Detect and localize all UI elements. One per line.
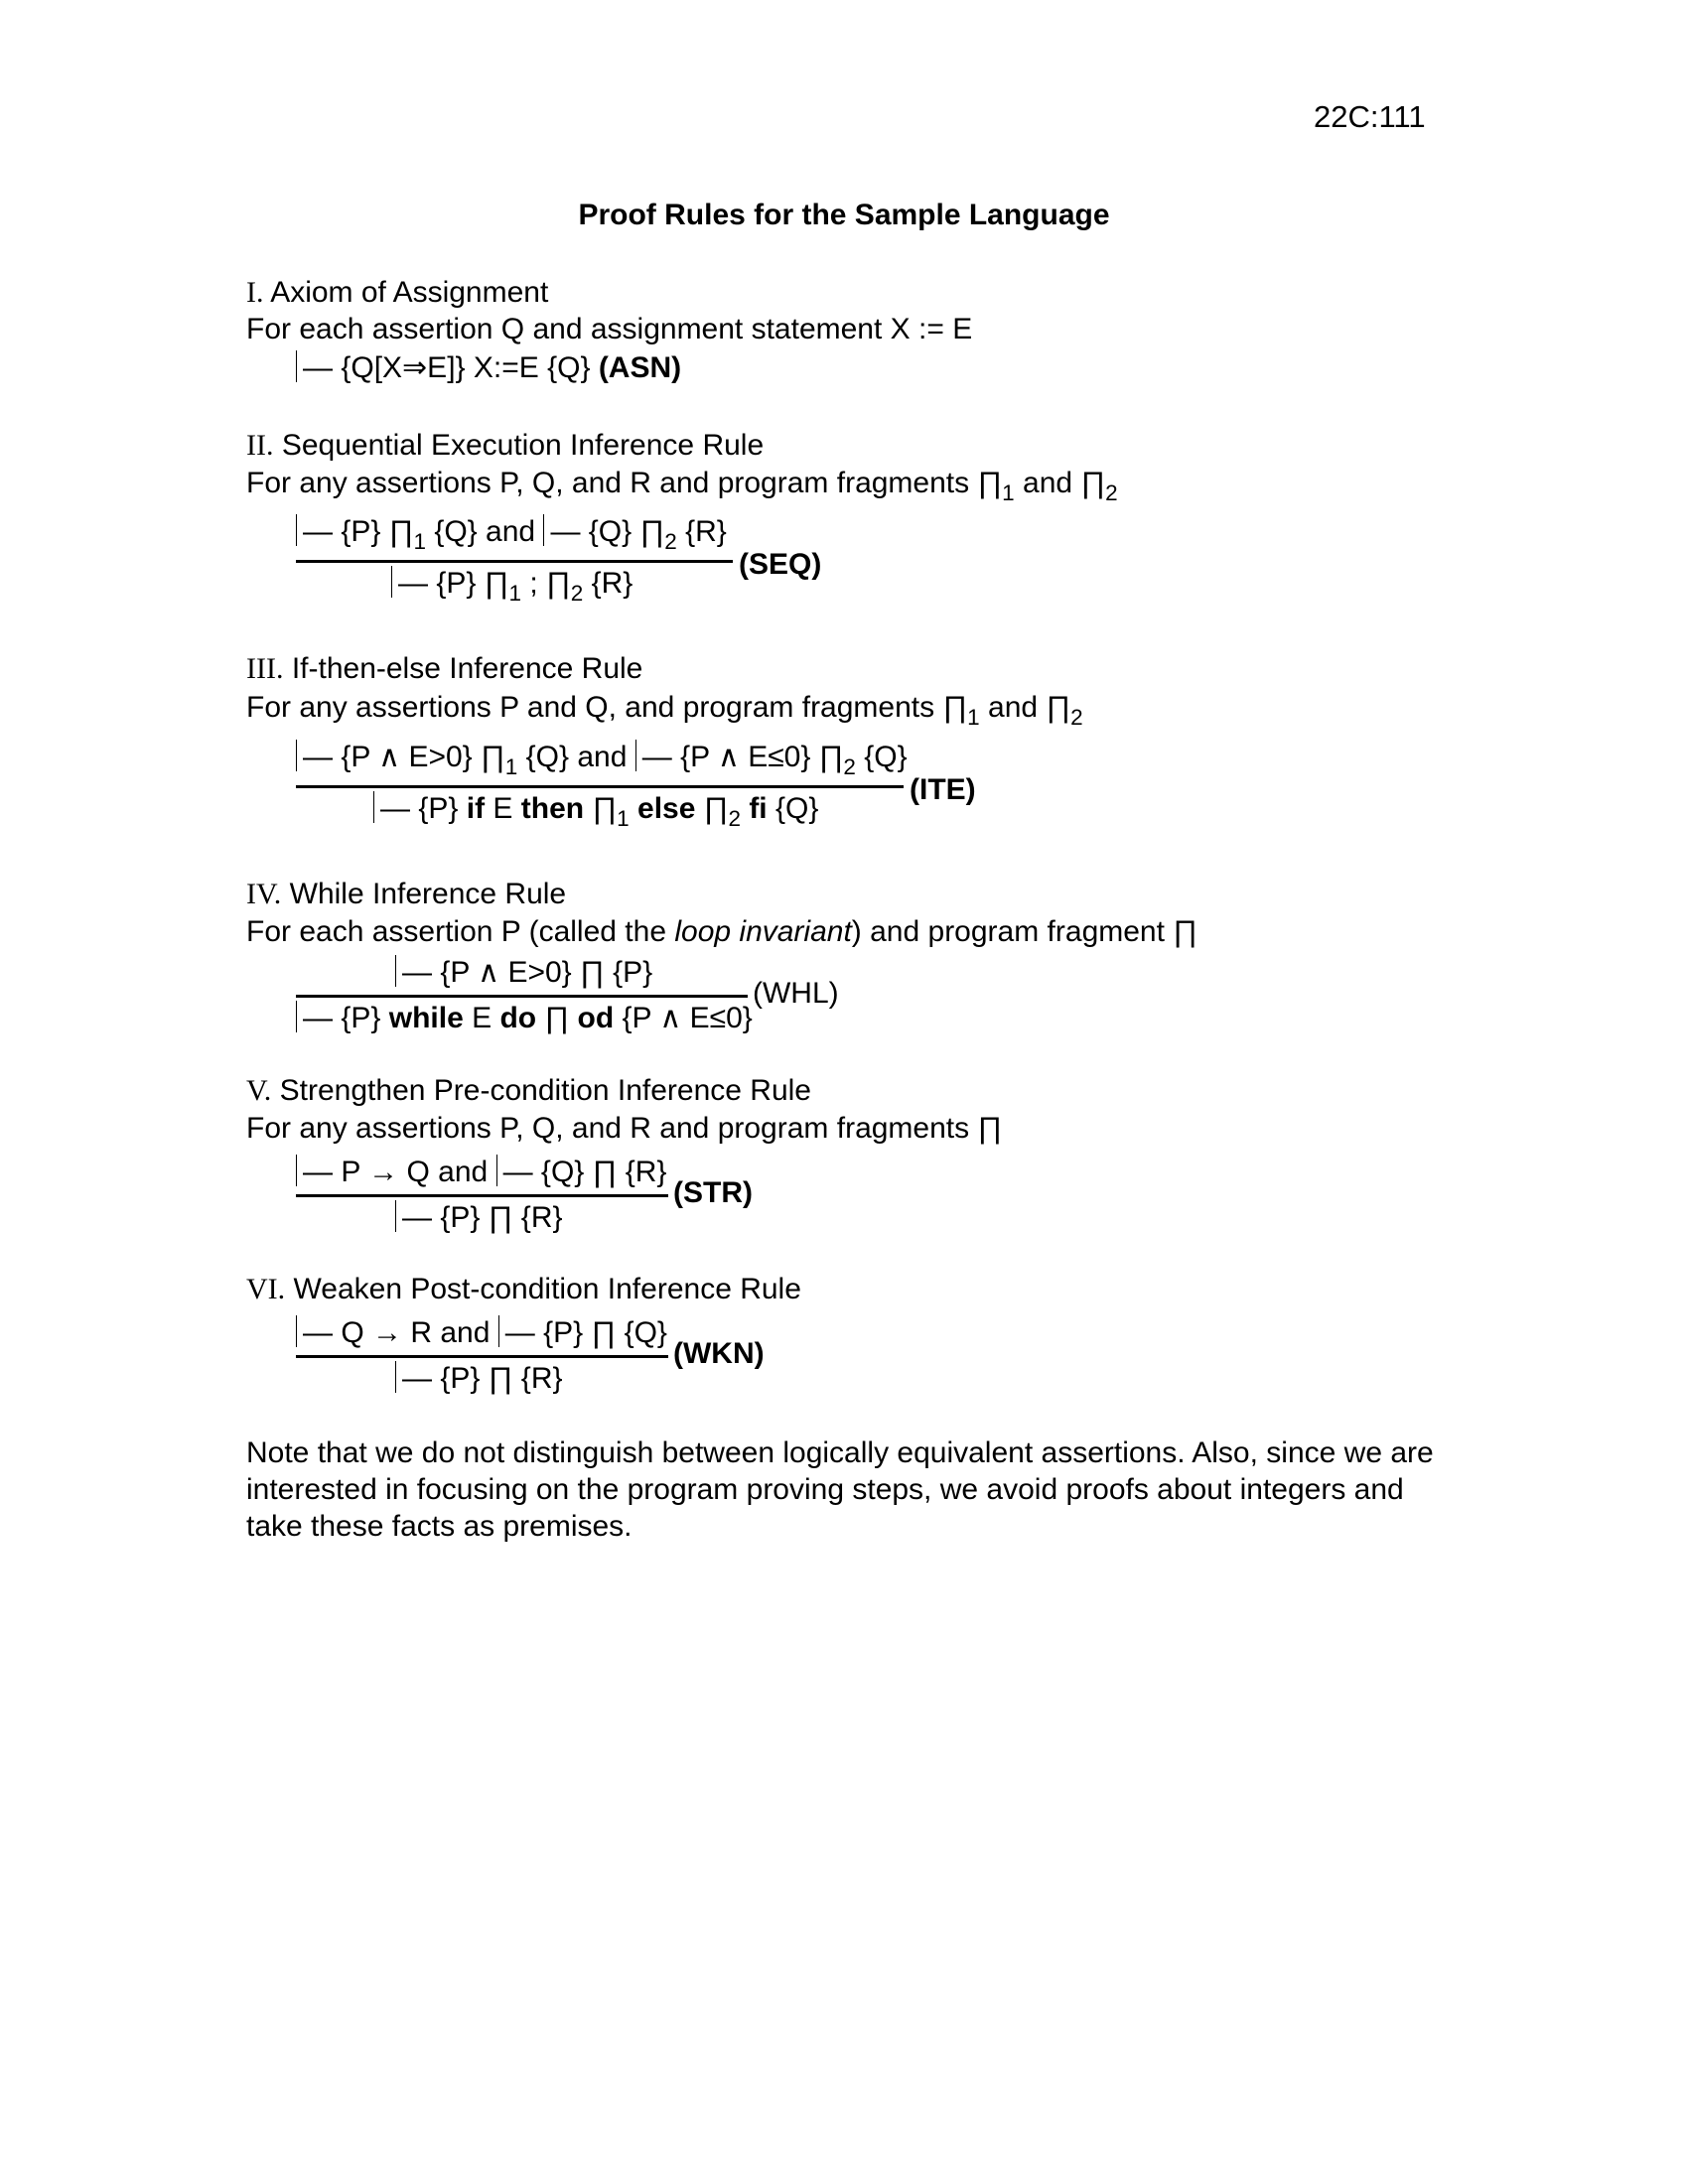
turnstile-dash: — <box>502 1156 533 1188</box>
ite-conclusion <box>373 791 819 831</box>
token: {P ∧ E>0} <box>341 741 473 773</box>
subscript: 2 <box>664 528 677 554</box>
rule-label: (SEQ) <box>739 548 822 581</box>
section-numeral: V. <box>246 1074 272 1107</box>
section-numeral: VI. <box>246 1273 286 1305</box>
section-numeral: IV. <box>246 878 282 910</box>
pi-symbol: ∏ <box>484 567 509 600</box>
token: {R} <box>685 515 727 548</box>
turnstile-icon <box>391 566 396 598</box>
keyword: while <box>388 1002 464 1034</box>
turnstile-dash: — <box>641 741 672 773</box>
text: ) and program fragment ∏ <box>851 915 1197 948</box>
section-1-description: For each assertion Q and assignment statement X := E <box>246 313 973 345</box>
token: {P ∧ E>0} <box>440 956 572 989</box>
turnstile-icon <box>296 1155 301 1186</box>
keyword: then <box>520 792 585 825</box>
section-3-description: For any assertions P and Q, and program fragments $\prod_1$ and $\prod_2$ <box>246 691 1083 730</box>
str-conclusion <box>395 1200 563 1235</box>
turnstile-icon <box>296 740 301 771</box>
pi-symbol: ∏ <box>481 741 505 773</box>
subscript: 1 <box>1002 479 1015 505</box>
seq-conclusion <box>391 566 633 606</box>
pi-symbol: ∏ <box>977 467 1003 499</box>
and-word: and <box>440 1316 491 1349</box>
subscript: 2 <box>1105 479 1118 505</box>
token: {Q} <box>540 1156 585 1188</box>
turnstile-dash: — <box>303 1002 333 1034</box>
turnstile-dash: — <box>380 792 410 825</box>
inference-bar <box>296 785 904 788</box>
token: {P} <box>613 956 653 989</box>
pi-symbol: ∏ <box>546 567 571 600</box>
token: P → Q <box>341 1156 430 1188</box>
whl-conclusion <box>296 1001 753 1035</box>
subscript: 1 <box>504 753 518 779</box>
inference-bar <box>296 1194 668 1197</box>
section-5-description: For any assertions P, Q, and R and program fragments ∏ <box>246 1112 1003 1145</box>
token: {Q} <box>774 792 819 825</box>
wkn-conclusion <box>395 1361 563 1396</box>
pi-symbol: ∏ <box>488 1201 513 1234</box>
pi-symbol: ∏ <box>1080 467 1106 499</box>
emphasis: loop invariant <box>674 915 852 948</box>
subscript: 2 <box>728 805 741 831</box>
pi-symbol: ∏ <box>544 1002 570 1034</box>
keyword: if <box>466 792 486 825</box>
keyword: do <box>499 1002 537 1034</box>
turnstile-dash: — <box>402 956 432 989</box>
turnstile-dash: — <box>303 1316 333 1349</box>
section-2-heading <box>246 429 764 463</box>
pi-symbol: ∏ <box>488 1362 513 1395</box>
subscript: 2 <box>570 580 584 606</box>
section-3-heading <box>246 652 642 686</box>
keyword: else <box>637 792 696 825</box>
token: {P} <box>418 792 459 825</box>
pi-symbol: ∏ <box>388 515 414 548</box>
seq-premise <box>296 514 727 554</box>
asn-axiom <box>296 350 681 385</box>
section-1-heading <box>246 276 548 310</box>
pi-symbol: ∏ <box>818 741 844 773</box>
section-title: Weaken Post-condition Inference Rule <box>293 1273 801 1305</box>
page-title <box>0 199 1688 232</box>
pi-symbol: ∏ <box>592 1156 618 1188</box>
turnstile-icon <box>296 514 301 546</box>
turnstile-icon <box>496 1155 501 1186</box>
token: {Q} <box>588 515 633 548</box>
inference-bar <box>296 1355 668 1358</box>
section-4-heading <box>246 878 566 911</box>
rule-label: (WKN) <box>673 1337 765 1370</box>
token: {P} <box>341 1002 381 1034</box>
section-numeral: I. <box>246 276 264 309</box>
token: {P} <box>440 1362 481 1395</box>
section-2-description: For any assertions P, Q, and R and program fragments $\prod_1$ and $\prod_2$ <box>246 467 1118 505</box>
subscript: 1 <box>967 704 980 730</box>
token: {P} <box>436 567 477 600</box>
page-title-text: Proof Rules for the Sample Language <box>578 199 1110 231</box>
turnstile-icon <box>296 1001 301 1032</box>
pi-symbol: ∏ <box>942 691 968 724</box>
token: {R} <box>625 1156 667 1188</box>
pi-symbol: ∏ <box>580 956 605 989</box>
subscript: 2 <box>843 753 856 779</box>
turnstile-dash: — <box>303 741 333 773</box>
and-word: and <box>988 691 1039 724</box>
token: {P ∧ E≤0} <box>680 741 811 773</box>
turnstile-icon <box>296 350 301 382</box>
token: Q → R <box>341 1316 433 1349</box>
and-word: and <box>486 515 536 548</box>
subscript: 1 <box>617 805 630 831</box>
turnstile-icon <box>543 514 548 546</box>
token: {Q} <box>434 515 478 548</box>
token: {P ∧ E≤0} <box>622 1002 753 1034</box>
turnstile-icon <box>395 1200 400 1232</box>
inference-bar <box>296 995 748 998</box>
token: {R} <box>520 1201 563 1234</box>
course-code: 22C:111 <box>1314 99 1426 134</box>
turnstile-icon <box>498 1315 503 1347</box>
pi-symbol: ∏ <box>639 515 665 548</box>
pi-symbol: ∏ <box>703 792 729 825</box>
rule-label: (STR) <box>673 1176 753 1209</box>
section-5-heading <box>246 1074 811 1108</box>
turnstile-dash: — <box>402 1362 432 1395</box>
pi-symbol: ∏ <box>592 792 618 825</box>
turnstile-icon <box>373 791 378 823</box>
ite-premise <box>296 740 908 779</box>
rule-label: (ASN) <box>598 351 682 384</box>
keyword: fi <box>749 792 768 825</box>
section-title: Strengthen Pre-condition Inference Rule <box>279 1074 811 1107</box>
pi-symbol: ∏ <box>1046 691 1071 724</box>
turnstile-dash: — <box>504 1316 535 1349</box>
turnstile-dash: — <box>303 515 333 548</box>
turnstile-icon <box>296 1315 301 1347</box>
turnstile-dash: — <box>550 515 581 548</box>
section-4-description <box>246 915 1197 949</box>
subscript: 1 <box>508 580 521 606</box>
token: E <box>472 1002 492 1034</box>
wkn-premise <box>296 1315 667 1350</box>
section-6-heading <box>246 1273 801 1306</box>
keyword: od <box>577 1002 615 1034</box>
text: For each assertion P (called the <box>246 915 675 948</box>
token: {R} <box>520 1362 563 1395</box>
token: {Q} <box>525 741 569 773</box>
and-word: and <box>1023 467 1073 499</box>
token: {Q} <box>624 1316 667 1349</box>
and-word: and <box>577 741 628 773</box>
token: E <box>492 792 513 825</box>
str-premise <box>296 1155 666 1189</box>
closing-note: Note that we do not distinguish between logically equivalent assertions. Also, since we are interested in focusing on the program proving steps, we avoid proofs about integers and take these facts as premises. <box>246 1436 1434 1543</box>
token: {P} <box>440 1201 481 1234</box>
pi-symbol: ∏ <box>591 1316 617 1349</box>
section-title: If-then-else Inference Rule <box>291 652 643 685</box>
rule-label: (ITE) <box>910 773 976 806</box>
turnstile-dash: — <box>303 1156 333 1188</box>
turnstile-dash: — <box>398 567 428 600</box>
turnstile-icon <box>635 740 640 771</box>
turnstile-dash: — <box>402 1201 432 1234</box>
token: ; <box>529 567 538 600</box>
rule-label: (WHL) <box>753 977 839 1010</box>
section-title: Axiom of Assignment <box>270 276 549 309</box>
token: {P} <box>543 1316 584 1349</box>
subscript: 1 <box>413 528 426 554</box>
section-numeral: II. <box>246 429 274 462</box>
token: {Q} <box>864 741 908 773</box>
section-numeral: III. <box>246 652 284 685</box>
subscript: 2 <box>1070 704 1083 730</box>
whl-premise <box>395 955 652 990</box>
turnstile-dash: — <box>303 351 333 384</box>
inference-bar <box>296 560 733 563</box>
section-title: While Inference Rule <box>289 878 567 910</box>
turnstile-icon <box>395 955 400 987</box>
axiom-formula: {Q[X⇒E]} X:=E {Q} <box>341 351 591 384</box>
section-title: Sequential Execution Inference Rule <box>281 429 765 462</box>
token: {P} <box>341 515 381 548</box>
turnstile-icon <box>395 1361 400 1393</box>
and-word: and <box>438 1156 489 1188</box>
token: {R} <box>591 567 633 600</box>
